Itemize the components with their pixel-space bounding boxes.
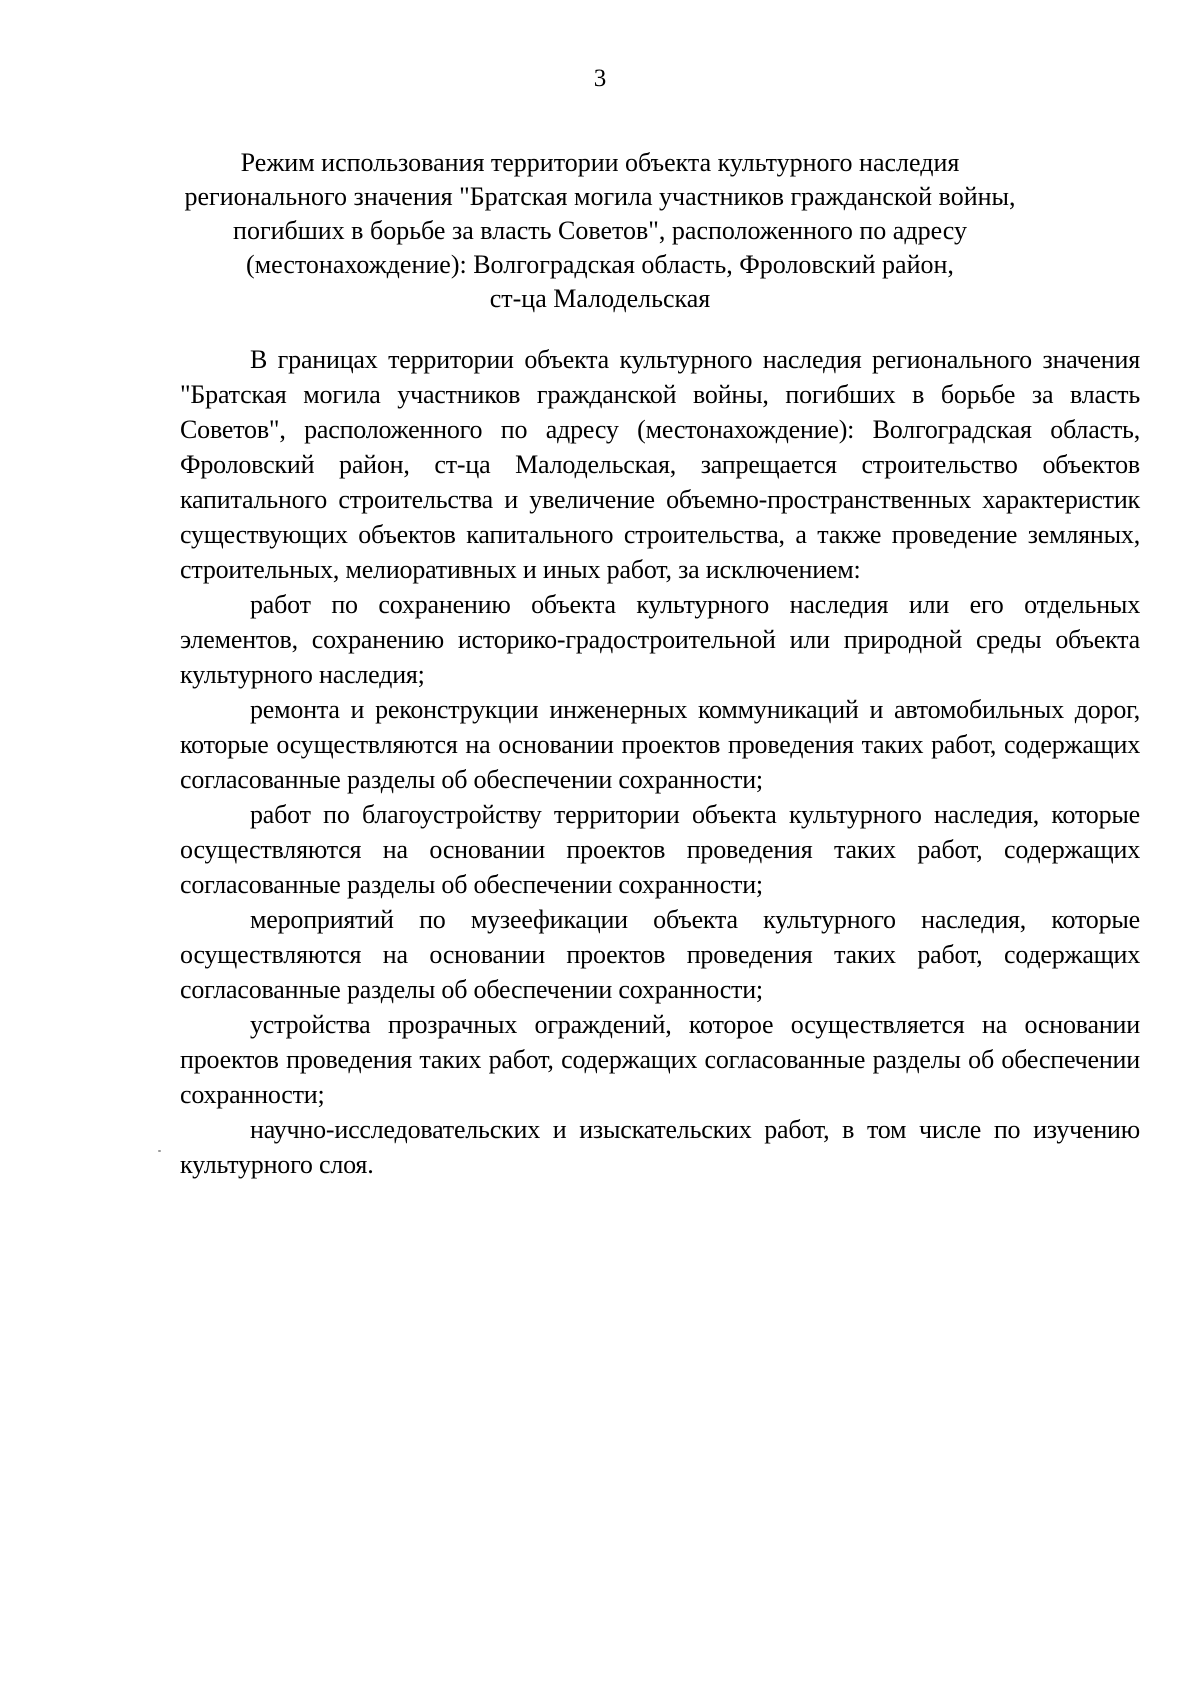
document-body [180,342,1140,1182]
scan-speck [158,1150,161,1152]
body-paragraph-exception: мероприятий по музеефикации объекта культурного наследия, которые осуществляются на основании проектов проведения таких работ, содержащих согласованные разделы об обеспечении сохранности; [180,905,1140,1004]
body-paragraph-exception: ремонта и реконструкции инженерных коммуникаций и автомобильных дорог, которые осуществляются на основании проектов проведения таких работ, содержащих согласованные разделы об обеспечении сохранности; [180,695,1140,794]
title-line: погибших в борьбе за власть Советов", расположенного по адресу [233,216,967,245]
title-line: Режим использования территории объекта культурного наследия [240,148,960,177]
body-paragraph-exception: устройства прозрачных ограждений, которое осуществляется на основании проектов проведения таких работ, содержащих согласованные разделы об обеспечении сохранности; [180,1010,1140,1109]
page-number: 3 [593,65,607,92]
document-title [150,146,1050,316]
title-line: ст-ца Малодельская [489,284,711,313]
body-paragraph-exception: работ по сохранению объекта культурного наследия или его отдельных элементов, сохранению историко-градостроительной или природной среды объекта культурного наследия; [180,590,1140,689]
title-line: (местонахождение): Волгоградская область, Фроловский район, [246,250,954,279]
body-paragraph-exception: работ по благоустройству территории объекта культурного наследия, которые осуществляются на основании проектов проведения таких работ, содержащих согласованные разделы об обеспечении сохранности; [180,800,1140,899]
title-line: регионального значения "Братская могила участников гражданской войны, [184,182,1016,211]
body-paragraph-intro: В границах территории объекта культурного наследия регионального значения "Братская могила участников гражданской войны, погибших в борьбе за власть Советов", расположенного по адресу (местонахождение): Волгоградская область, Фроловский район, ст-ца Малодельская, запрещается строительство объектов капитального строительства и увеличение объемно-пространственных характеристик существующих объектов капитального строительства, а также проведение земляных, строительных, мелиоративных и иных работ, за исключением: [180,345,1140,584]
body-paragraph-exception: научно-исследовательских и изыскательских работ, в том числе по изучению культурного слоя. [180,1115,1140,1179]
